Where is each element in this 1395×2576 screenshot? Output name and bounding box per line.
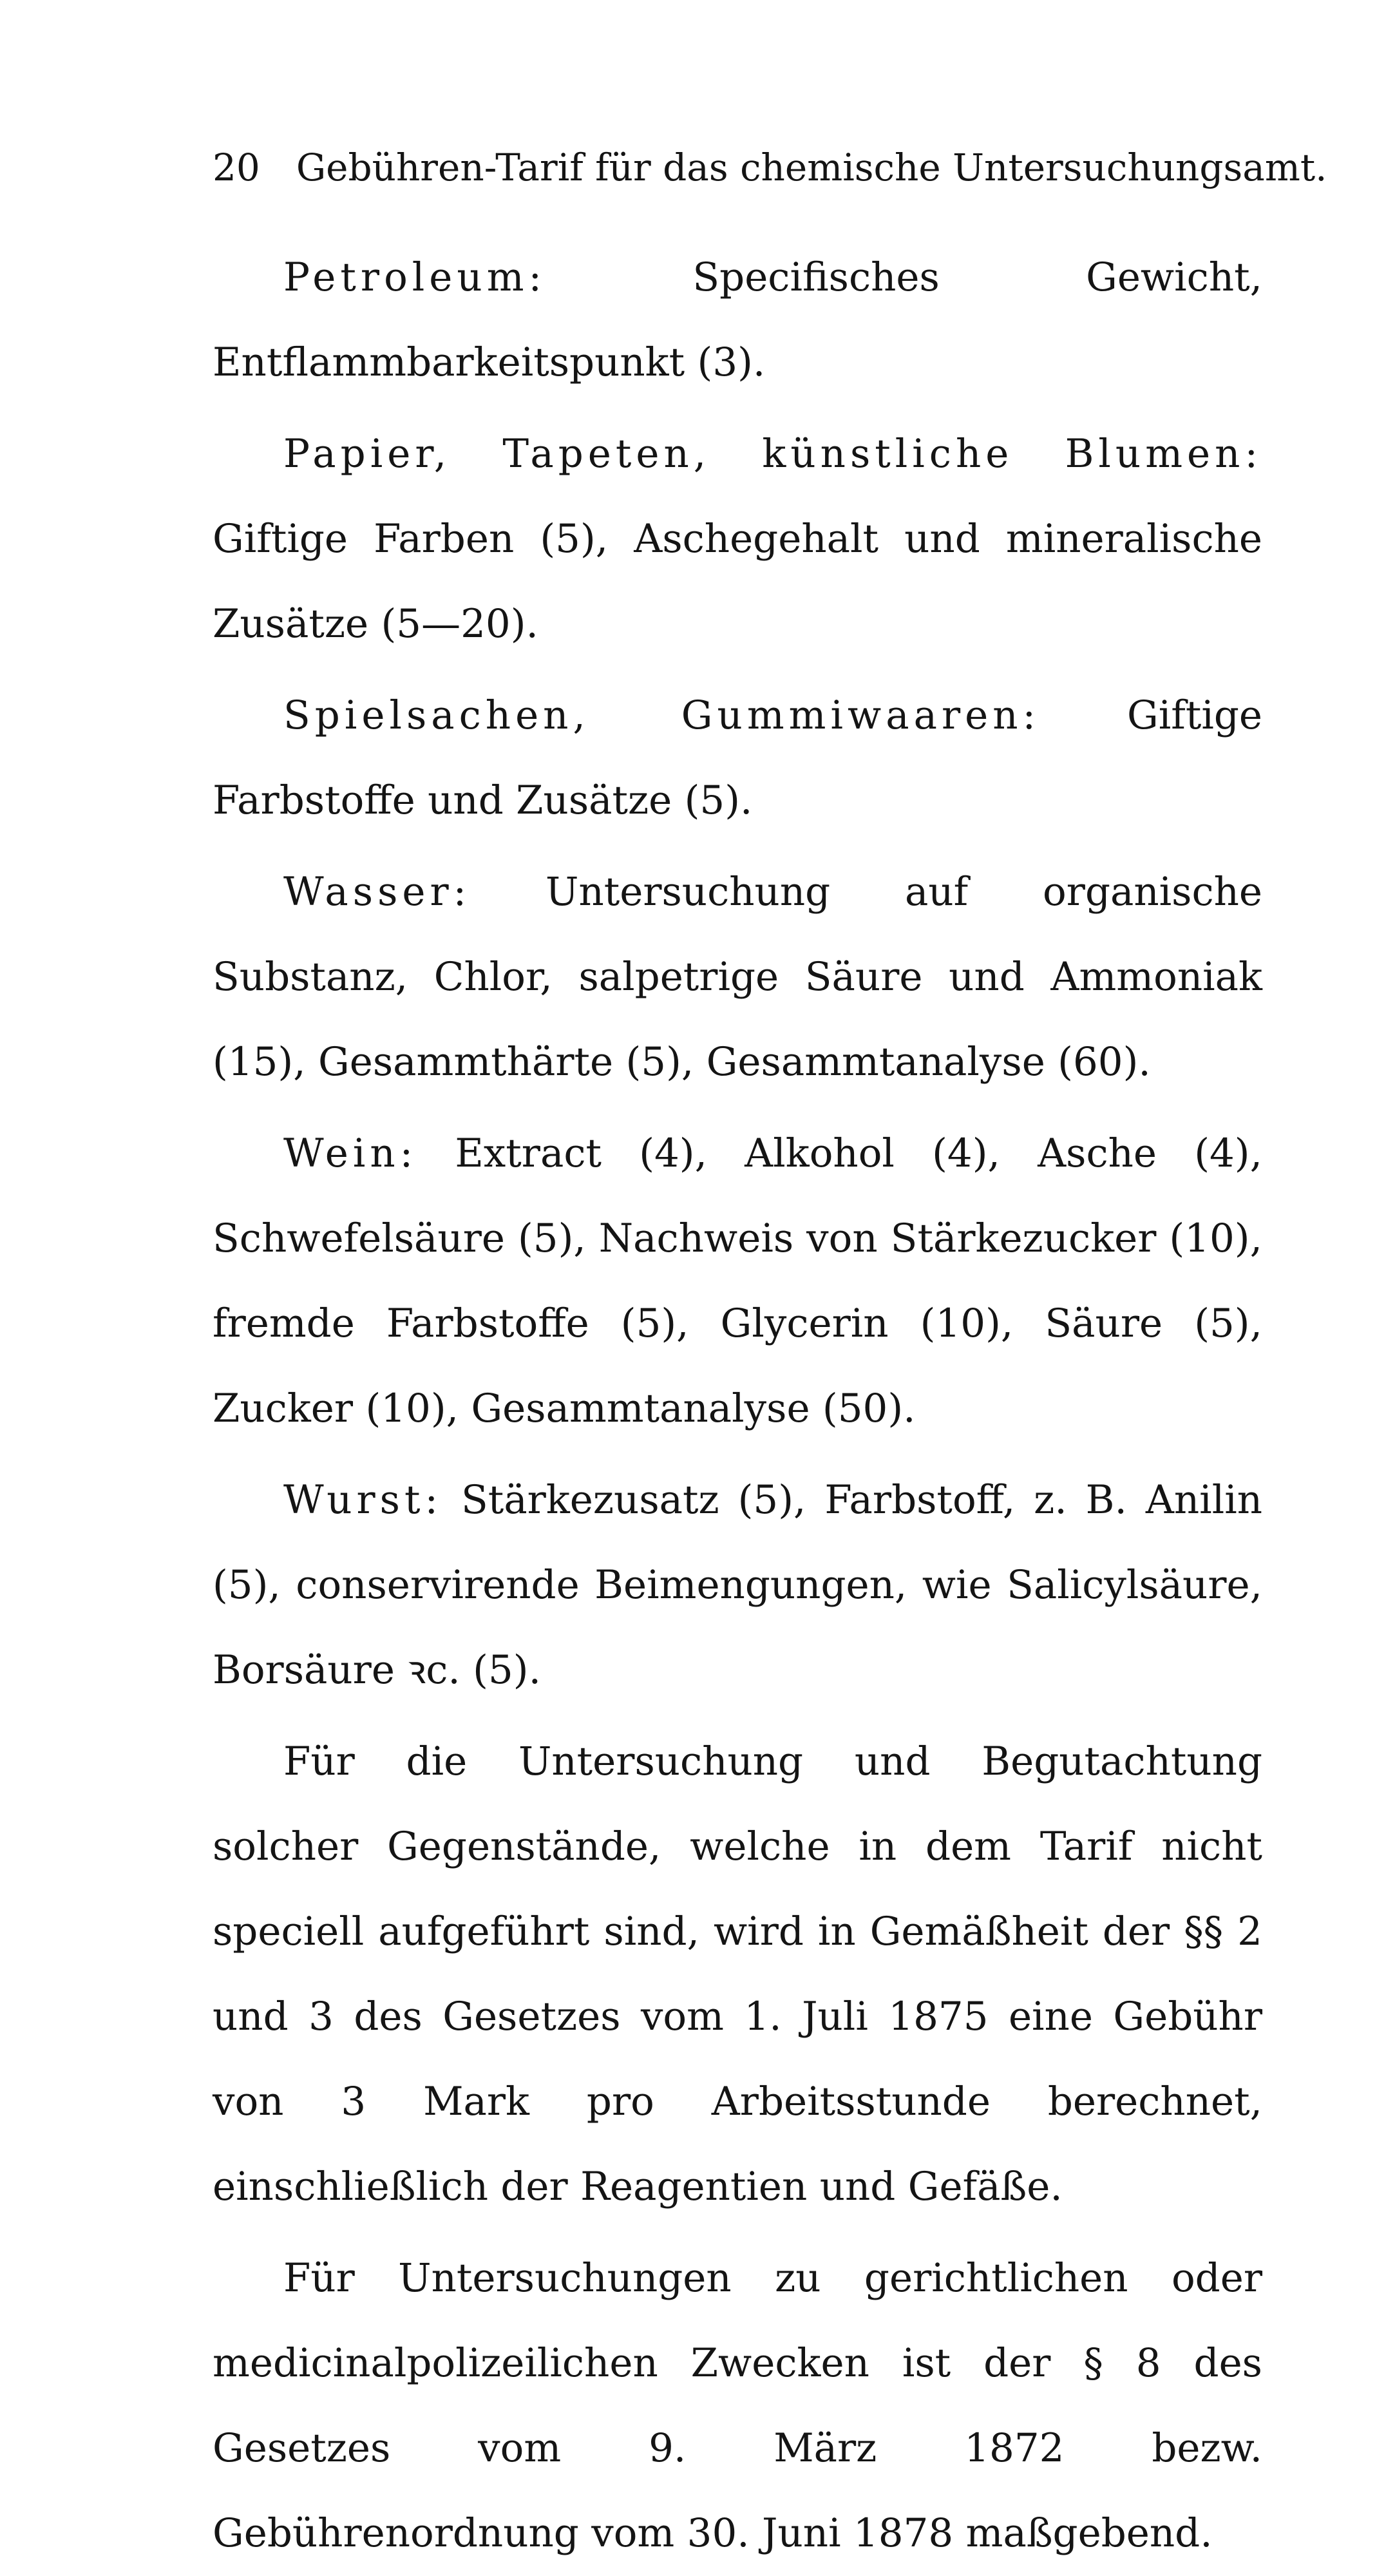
entry-text: Extract (4), Alkohol (4), Asche (4), Schwefelsäure (5), Nachweis von Stärkezucker (10), fremde Farbstoffe (5), Glycerin (10), Säure (5), Zucker (10), Gesammtanalyse (50). [213,1131,1262,1431]
tariff-entry-spielsachen [213,673,1262,843]
entry-term: Papier, Tapeten, künstliche Blumen: [283,431,1262,477]
entry-text: Specifisches Gewicht, Entflammbarkeitspunkt (3). [213,254,1263,385]
entry-text: Stärkezusatz (5), Farbstoff, z. B. Anilin (5), conservirende Beimengungen, wie Salicylsäure, Borsäure ꝛc. (5). [213,1477,1262,1693]
tariff-entry-wurst [213,1458,1262,1713]
entry-term: Wein: [283,1131,418,1176]
entry-term: Wurst: [283,1477,443,1523]
entry-text: Giftige Farben (5), Aschegehalt und mineralische Zusätze (5—20). [213,516,1262,647]
entry-text: Giftige Farbstoffe und Zusätze (5). [213,692,1263,823]
entry-term: Wasser: [283,869,471,915]
tariff-entry-papier [213,412,1262,667]
tariff-entry-wasser [213,850,1262,1105]
paragraph-general-fee: Für die Untersuchung und Begutachtung solcher Gegenstände, welche in dem Tarif nicht speciell aufgeführt sind, wird in Gemäßheit der §§ 2 und 3 des Gesetzes vom 1. Juli 1875 eine Gebühr von 3 Mark pro Arbeitsstunde berechnet, einschließlich der Reagentien und Gefäße. [213,1739,1262,2209]
page-body [213,235,1262,2576]
tariff-entry-wein [213,1111,1262,1451]
entry-term: Petroleum: [283,254,547,300]
tariff-entry-petroleum [213,235,1262,405]
entry-text: Untersuchung auf organische Substanz, Chlor, salpetrige Säure und Ammoniak (15), Gesammthärte (5), Gesammtanalyse (60). [213,869,1263,1085]
page-number: 20 [213,146,260,189]
paragraph-court-purposes: Für Untersuchungen zu gerichtlichen oder medicinalpolizeilichen Zwecken ist der § 8 des Gesetzes vom 9. März 1872 bezw. Gebührenordnung vom 30. Juni 1878 maßgebend. [213,2255,1262,2556]
running-header [213,138,1327,196]
entry-term: Spielsachen, Gummiwaaren: [283,692,1041,738]
running-title: Gebühren-Tarif für das chemische Untersuchungsamt. [296,146,1327,189]
